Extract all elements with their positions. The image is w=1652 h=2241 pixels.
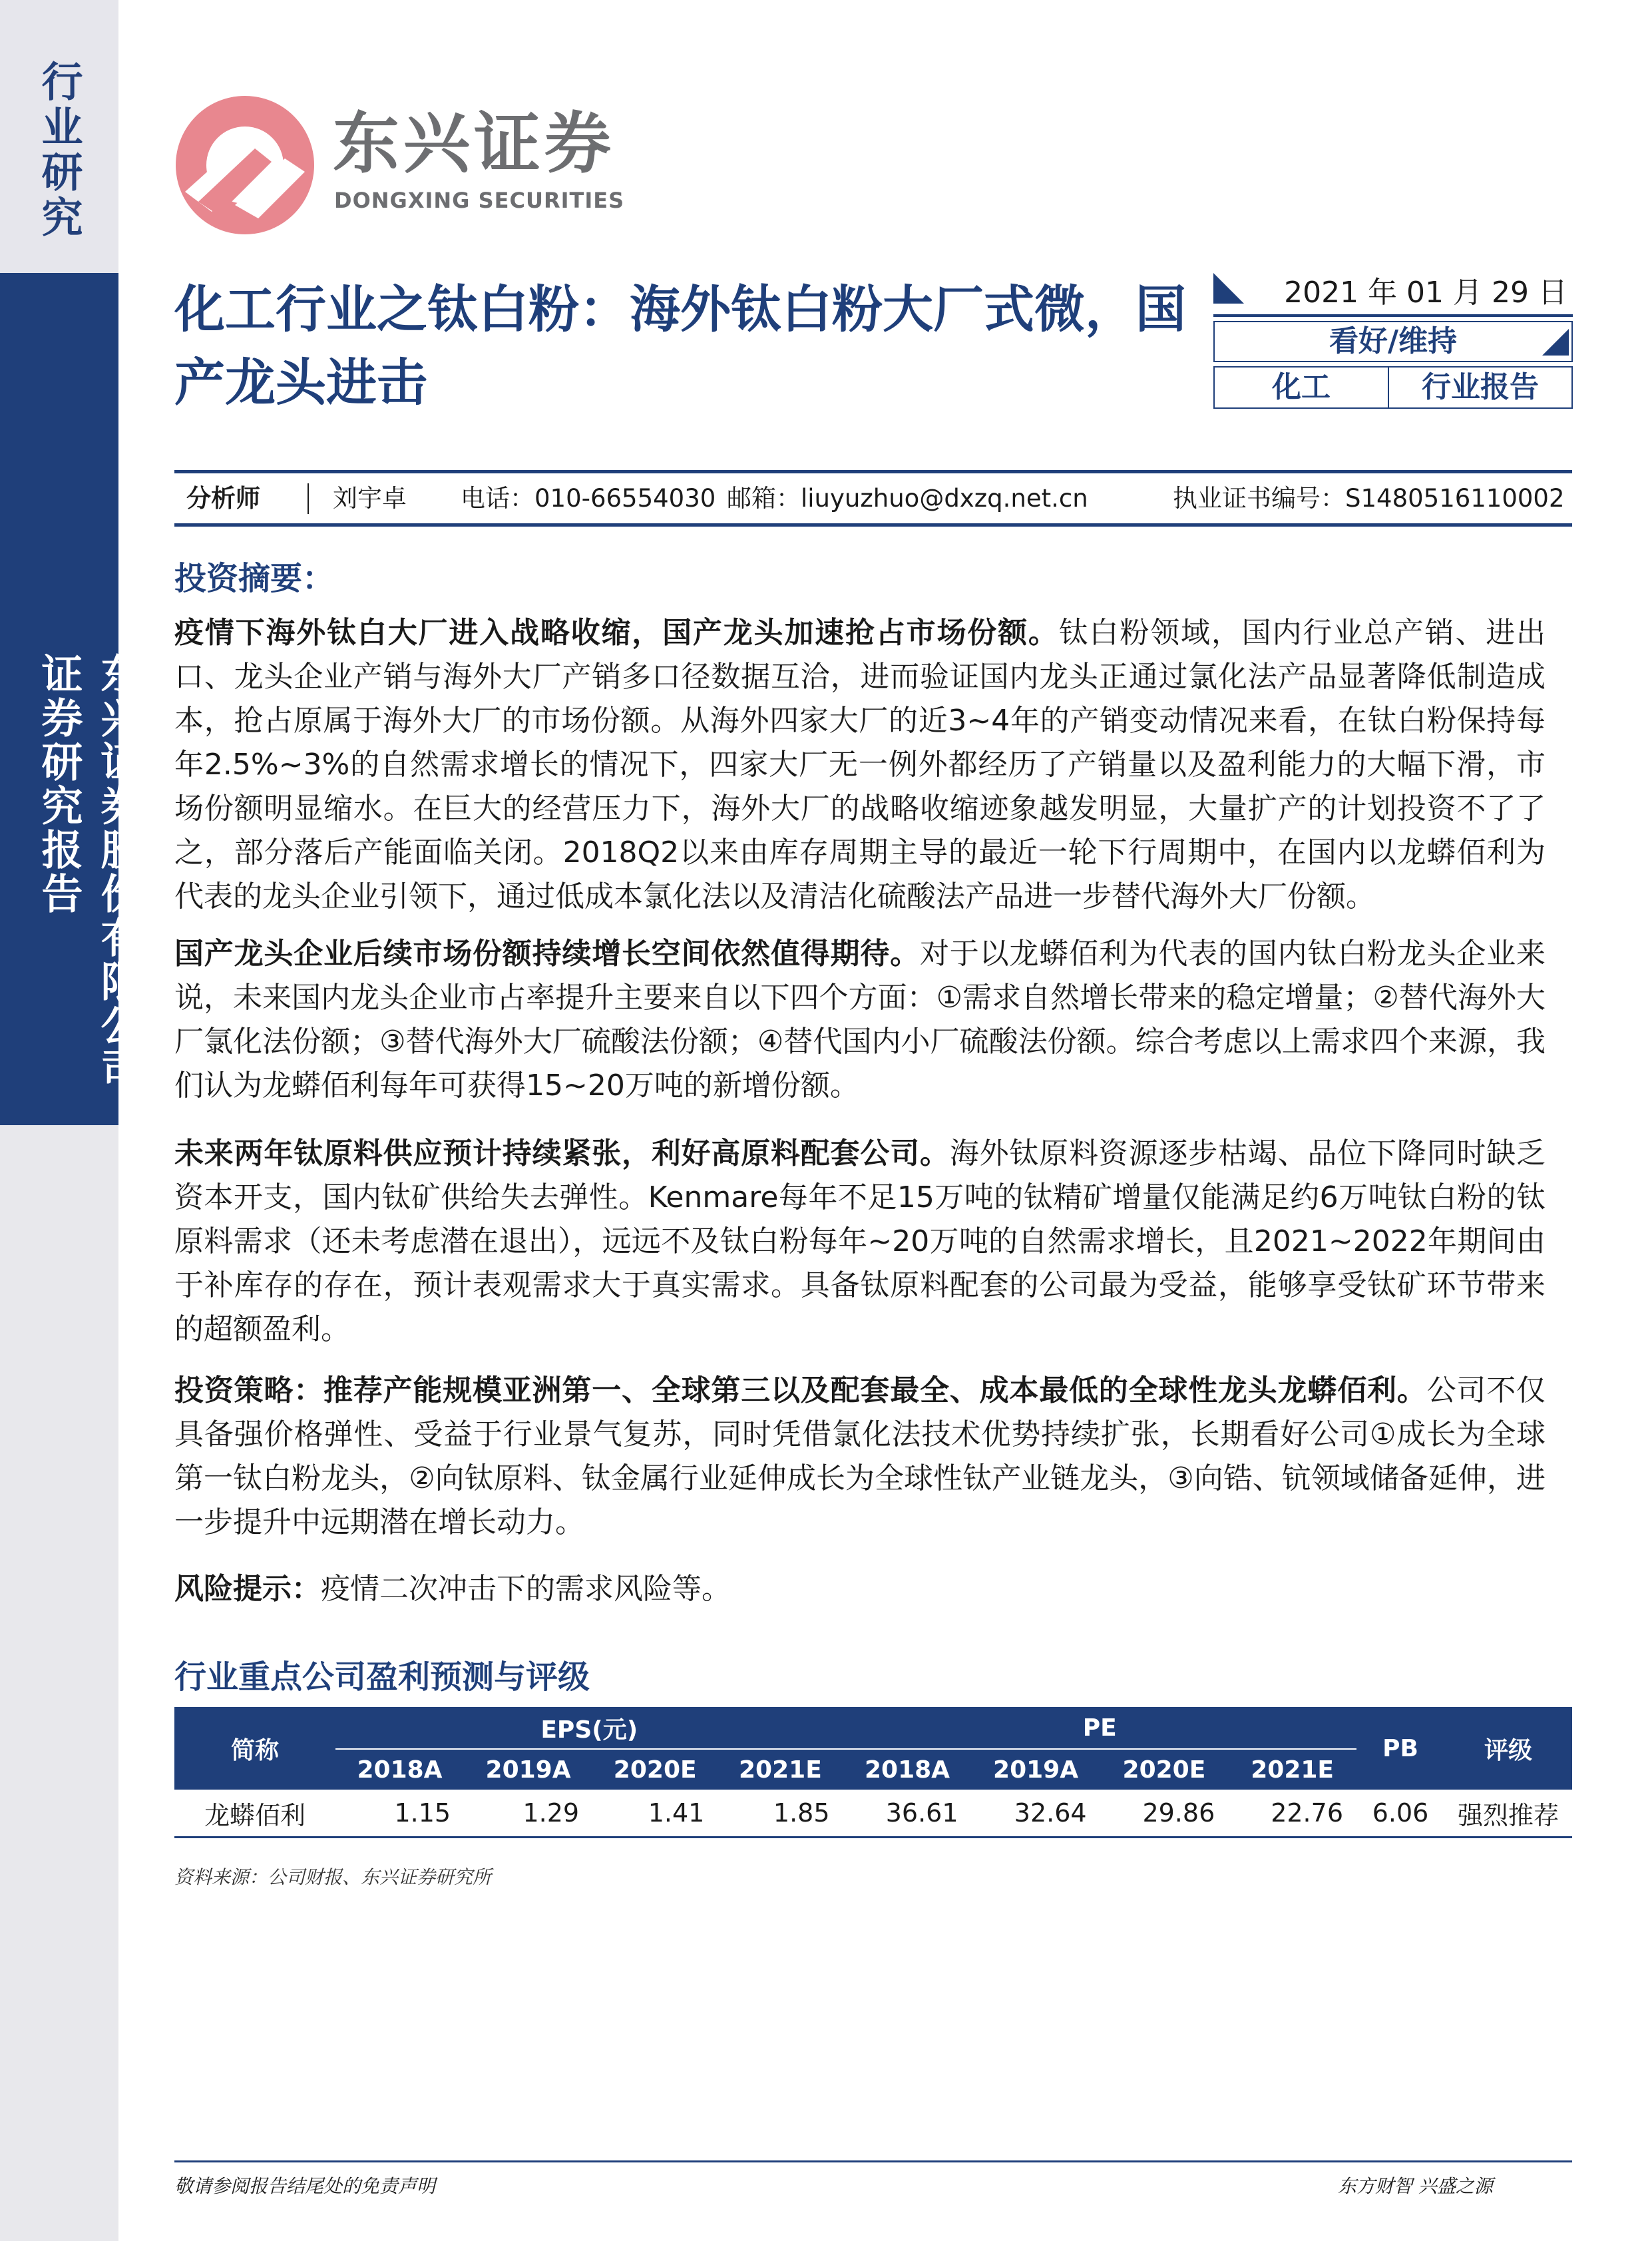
analyst-email: 邮箱：liuyuzhuo@dxzq.net.cn [727, 484, 1088, 513]
pb-value: 6.06 [1372, 1798, 1429, 1828]
table-source: 资料来源：公司财报、东兴证券研究所 [174, 1866, 492, 1888]
rating-triangle-icon [1542, 329, 1569, 356]
analyst-bottom-rule [174, 523, 1572, 527]
header-pe: PE [843, 1707, 1357, 1749]
company-logo-icon [172, 92, 318, 238]
pe-value: 36.61 [885, 1798, 958, 1828]
eps-value: 1.15 [394, 1798, 451, 1828]
sidebar-category-label: 行业研究 [35, 60, 83, 241]
corner-triangle-icon [1213, 273, 1244, 304]
paragraph-lead: 投资策略：推荐产能规模亚洲第一、全球第三以及配套最全、成本最低的全球性龙头龙蟒佰利。 [174, 1373, 1427, 1407]
analyst-certificate: 执业证书编号：S1480516110002 [1173, 484, 1565, 513]
table-row [174, 1790, 1572, 1838]
summary-heading: 投资摘要： [174, 560, 335, 597]
header-year: 2021E [718, 1749, 843, 1790]
report-type-tag: 行业报告 [1422, 370, 1539, 404]
analyst-top-rule [174, 470, 1572, 473]
info-tags-row [1213, 366, 1573, 409]
header-year: 2019A [464, 1749, 592, 1790]
report-title: 化工行业之钛白粉：海外钛白粉大厂式微，国产龙头进击 [174, 280, 1186, 412]
table-heading: 行业重点公司盈利预测与评级 [174, 1658, 590, 1696]
header-year: 2018A [335, 1749, 464, 1790]
paragraph-body: 疫情二次冲击下的需求风险等。 [321, 1572, 731, 1606]
header-eps: EPS(元) [335, 1707, 843, 1749]
forecast-table [174, 1707, 1572, 1838]
pe-value: 29.86 [1142, 1798, 1215, 1828]
sidebar-company-label: 东兴证券股份有限公司证券研究报告 [35, 652, 142, 1092]
footer-disclaimer: 敬请参阅报告结尾处的免责声明 [174, 2175, 436, 2197]
pe-value: 32.64 [1014, 1798, 1087, 1828]
industry-tag: 化工 [1215, 368, 1389, 407]
paragraph-lead: 疫情下海外钛白大厂进入战略收缩，国产龙头加速抢占市场份额。 [174, 616, 1059, 650]
header-name: 简称 [174, 1707, 335, 1790]
paragraph-body: 公司不仅具备强价格弹性、受益于行业景气复苏，同时凭借氯化法技术优势持续扩张，长期看好公司①成长为全球第一钛白粉龙头，②向钛原料、钛金属行业延伸成长为全球性钛产业链龙头，③向锆、钪领域储备延伸，进一步提升中远期潜在增长动力。 [174, 1373, 1546, 1539]
paragraph-body: 海外钛原料资源逐步枯竭、品位下降同时缺乏资本开支，国内钛矿供给失去弹性。Kenmare每年不足15万吨的钛精矿增量仅能满足约6万吨钛白粉的钛原料需求（还未考虑潜在退出），远远不及钛白粉每年~20万吨的自然需求增长，且2021~2022年期间由于补库存的存在，预计表观需求大于真实需求。具备钛原料配套的公司最为受益，能够享受钛矿环节带来的超额盈利。 [174, 1136, 1546, 1346]
analyst-label: 分析师 [186, 484, 260, 513]
analyst-bar [174, 477, 1572, 521]
report-info-box [1213, 273, 1573, 409]
logo-english-name: DONGXING SECURITIES [334, 188, 625, 213]
header-year: 2021E [1228, 1749, 1356, 1790]
summary-paragraph [174, 611, 1546, 919]
footer-rule [174, 2160, 1572, 2162]
analyst-name: 刘宇卓 [333, 484, 407, 513]
sidebar-main-panel [0, 273, 142, 1125]
header-year: 2019A [972, 1749, 1100, 1790]
header-year: 2020E [1100, 1749, 1229, 1790]
header-rating: 评级 [1444, 1707, 1572, 1790]
eps-value: 1.41 [648, 1798, 705, 1828]
sidebar-bottom-panel [0, 1125, 118, 2241]
header-year: 2020E [592, 1749, 718, 1790]
paragraph-lead: 国产龙头企业后续市场份额持续增长空间依然值得期待。 [174, 937, 920, 971]
analyst-separator [308, 483, 309, 514]
header-pb: PB [1356, 1707, 1444, 1790]
header-year: 2018A [843, 1749, 972, 1790]
sidebar-top-panel [0, 0, 118, 273]
paragraph-lead: 未来两年钛原料供应预计持续紧张，利好高原料配套公司。 [174, 1136, 950, 1170]
industry-rating: 看好/维持 [1213, 321, 1573, 362]
summary-paragraph [174, 932, 1546, 1108]
paragraph-lead: 风险提示： [174, 1572, 321, 1606]
company-name: 龙蟒佰利 [204, 1800, 306, 1830]
summary-paragraph [174, 1369, 1546, 1545]
rating-value: 强烈推荐 [1457, 1800, 1559, 1830]
info-divider [1213, 314, 1573, 317]
report-date: 2021 年 01 月 29 日 [1284, 276, 1567, 310]
analyst-phone: 电话：010-66554030 [461, 484, 716, 513]
eps-value: 1.29 [522, 1798, 580, 1828]
logo-chinese-name: 东兴证券 [333, 105, 615, 182]
paragraph-body: 对于以龙蟒佰利为代表的国内钛白粉龙头企业来说，未来国内龙头企业市占率提升主要来自以下四个方面：①需求自然增长带来的稳定增量；②替代海外大厂氯化法份额；③替代海外大厂硫酸法份额；④替代国内小厂硫酸法份额。综合考虑以上需求四个来源，我们认为龙蟒佰利每年可获得15~20万吨的新增份额。 [174, 937, 1546, 1103]
summary-paragraph [174, 1132, 1546, 1352]
eps-value: 1.85 [773, 1798, 830, 1828]
risk-paragraph [174, 1567, 1546, 1611]
paragraph-body: 钛白粉领域，国内行业总产销、进出口、龙头企业产销与海外大厂产销多口径数据互洽，进而验证国内龙头正通过氯化法产品显著降低制造成本，抢占原属于海外大厂的市场份额。从海外四家大厂的近3~4年的产销变动情况来看，在钛白粉保持每年2.5%~3%的自然需求增长的情况下，四家大厂无一例外都经历了产销量以及盈利能力的大幅下滑，市场份额明显缩水。在巨大的经营压力下，海外大厂的战略收缩迹象越发明显，大量扩产的计划投资不了了之，部分落后产能面临关闭。2018Q2以来由库存周期主导的最近一轮下行周期中，在国内以龙蟒佰利为代表的龙头企业引领下，通过低成本氯化法以及清洁化硫酸法产品进一步替代海外大厂份额。 [174, 616, 1546, 913]
pe-value: 22.76 [1271, 1798, 1343, 1828]
footer-slogan: 东方财智 兴盛之源 [1338, 2175, 1493, 2197]
